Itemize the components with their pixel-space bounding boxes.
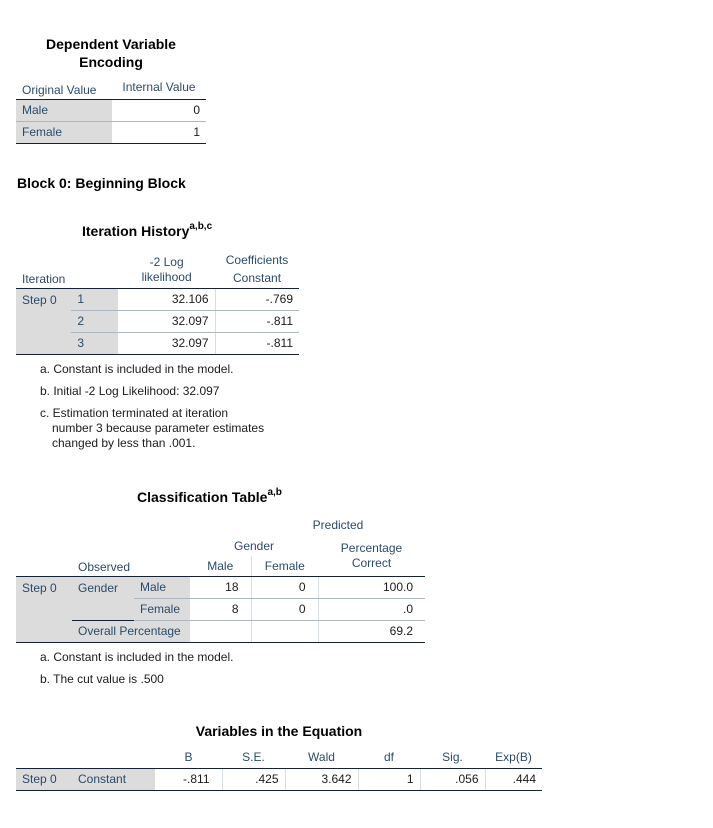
cell-constant: -.811 [215,310,299,332]
encoding-title [16,35,206,71]
cell-b: -.811 [155,768,222,790]
col-pct-line2: Correct [351,556,392,570]
variables-title: Variables in the Equation [195,723,363,739]
col-loglik-line1: -2 Log [149,254,184,269]
cell-pct: .0 [318,598,425,620]
row-label: Female [16,121,112,143]
cell-male: 18 [190,576,251,598]
cell-loglik: 32.097 [118,332,215,354]
classification-title [137,484,282,506]
step-label: Step 0 [16,576,72,642]
cell-loglik: 32.097 [118,310,215,332]
row-label: Constant [72,768,155,790]
step-label: Step 0 [16,288,71,354]
col-coefficients: Coefficients [225,252,289,267]
footnote-a: a. Constant is included in the model. [40,362,234,376]
col-sig: Sig. [420,746,485,768]
footnote-a: a. Constant is included in the model. [40,650,234,664]
gender-label: Gender [233,538,275,553]
iteration-number: 1 [71,288,118,310]
step-label: Step 0 [16,768,72,790]
footnote-b: b. Initial -2 Log Likelihood: 32.097 [40,384,220,398]
footnote-b: b. The cut value is .500 [40,672,164,686]
col-female: Female [251,556,318,576]
cell-overall-pct: 69.2 [318,620,425,642]
table-row [16,288,299,310]
classification-title-sup: a,b [267,487,282,498]
classification-title-text: Classification Table [137,489,268,505]
overall-label: Overall Percentage [72,620,190,642]
block-title: Block 0: Beginning Block [17,175,186,191]
cell-value: 1 [112,121,206,143]
variables-table [16,746,542,791]
var-label: Gender [72,576,134,620]
col-pct-line1: Percentage [340,541,403,555]
cell-constant: -.769 [215,288,299,310]
cell-df: 1 [358,768,420,790]
cell-wald: 3.642 [285,768,358,790]
col-loglik-line2: likelihood [141,269,192,284]
iteration-table [16,250,299,355]
col-df: df [358,746,420,768]
cell-female: 0 [251,598,318,620]
iteration-title-text: Iteration History [82,223,190,239]
cell-expb: .444 [485,768,542,790]
footnote-c-line3: changed by less than .001. [52,436,196,450]
col-pct-correct [318,535,425,576]
encoding-title-line2: Encoding [79,54,143,70]
cell-pct: 100.0 [318,576,425,598]
table-row [16,576,425,598]
row-label: Female [134,598,190,620]
cell-value: 0 [112,99,206,121]
col-wald: Wald [285,746,358,768]
iteration-title-sup: a,b,c [189,221,213,232]
classification-table [16,514,425,643]
cell-loglik: 32.106 [118,288,215,310]
col-se: S.E. [222,746,285,768]
table-row [16,99,206,121]
cell-female: 0 [251,576,318,598]
col-b: B [155,746,222,768]
table-row [16,768,542,790]
footnote-c-line2: number 3 because parameter estimates [52,421,265,435]
col-constant: Constant [215,269,299,288]
col-expb: Exp(B) [485,746,542,768]
iteration-number: 3 [71,332,118,354]
col-iteration: Iteration [16,250,71,288]
encoding-title-line1: Dependent Variable [46,36,176,52]
cell-se: .425 [222,768,285,790]
iteration-title [82,218,212,240]
iteration-number: 2 [71,310,118,332]
encoding-table [16,78,206,144]
table-row [16,620,425,642]
predicted-label: Predicted [312,517,364,532]
col-loglik [118,250,215,288]
table-row [16,121,206,143]
footnote-c [40,406,264,451]
col-internal-value: Internal Value [112,78,206,99]
cell-male: 8 [190,598,251,620]
cell-sig: .056 [420,768,485,790]
cell-constant: -.811 [215,332,299,354]
footnote-c-line1: c. Estimation terminated at iteration [40,406,229,420]
col-male: Male [190,556,251,576]
observed-label: Observed [16,535,190,576]
row-label: Male [134,576,190,598]
col-original-value: Original Value [16,78,112,99]
row-label: Male [16,99,112,121]
